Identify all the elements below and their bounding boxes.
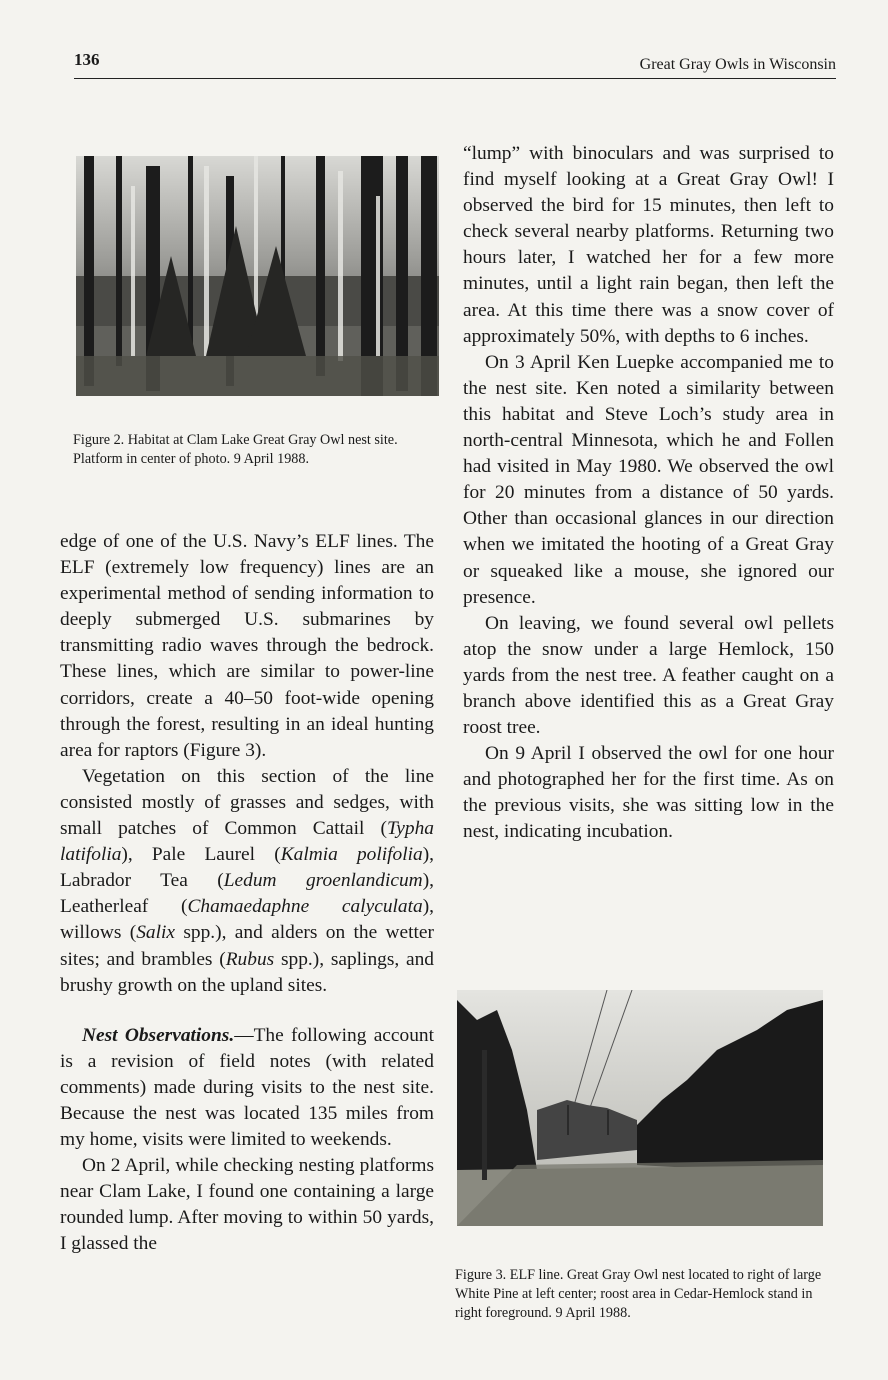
left-paragraph-3: Nest Observations.—The following account is a revision of field notes (with related comments) made during visits to the nest site. Because the nest was located 135 miles from my home, visits were limited to weekends.	[60, 1024, 434, 1151]
left-paragraph-4: On 2 April, while checking nesting platforms near Clam Lake, I found one containing a large rounded lump. After moving to within 50 yards, I glassed the	[60, 1155, 434, 1255]
left-paragraph-1: edge of one of the U.S. Navy’s ELF lines. The ELF (extremely low frequency) lines are an experimental method of sending information to deeply submerged U.S. submarines by transmitting radio waves through the bedrock. These lines, which are similar to power-line corridors, create a 40–50 foot-wide opening through the forest, resulting in an ideal hunting area for raptors (Figure 3).	[60, 531, 434, 761]
species-salix: Salix	[136, 922, 175, 944]
left-paragraph-2: Vegetation on this section of the line consisted mostly of grasses and sedges, with small patches of Common Cattail (Typha latifolia), Pale Laurel (Kalmia polifolia), Labrador Tea (Ledum groenlandicum), Leatherleaf (Chamaedaphne calyculata), willows (Salix spp.), and alders on the wetter sites; and brambles (Rubus spp.), saplings, and brushy growth on the upland sites.	[60, 765, 434, 996]
figure-3-photo	[457, 990, 823, 1226]
right-paragraph-1: “lump” with binoculars and was surprised to find myself looking at a Great Gray Owl! I observed the bird for 15 minutes, then left to check several nearby platforms. Returning two hours later, I watched her for a few more minutes, until a light rain began, then left the area. At this time there was a snow cover of approximately 50%, with depths to 6 inches.	[463, 143, 834, 347]
right-column	[463, 141, 834, 846]
right-paragraph-4: On 9 April I observed the owl for one hour and photographed her for the first time. As on the previous visits, she was sitting low in the nest, indicating incubation.	[463, 743, 834, 843]
left-column	[60, 529, 434, 1258]
species-ledum: Ledum groenlandicum	[223, 870, 423, 892]
page-header	[74, 50, 836, 79]
page-number: 136	[74, 50, 100, 69]
right-paragraph-3: On leaving, we found several owl pellets atop the snow under a large Hemlock, 150 yards from the nest tree. A feather caught on a branch above identified this as a Great Gray roost tree.	[463, 612, 834, 739]
section-heading: Nest Observations.	[82, 1024, 235, 1046]
figure-2-caption: Figure 2. Habitat at Clam Lake Great Gray Owl nest site. Platform in center of photo. 9 April 1988.	[73, 432, 398, 467]
right-paragraph-2: On 3 April Ken Luepke accompanied me to the nest site. Ken noted a similarity between this habitat and Steve Loch’s study area in north-central Minnesota, which he and Follen had visited in May 1980. We observed the owl for 20 minutes from a distance of 50 yards. Other than occasional glances in our direction when we imitated the hooting of a Great Gray or squeaked like a mouse, she ignored our presence.	[463, 351, 834, 608]
figure-2-photo	[76, 156, 439, 396]
figure-3-caption: Figure 3. ELF line. Great Gray Owl nest located to right of large White Pine at left center; roost area in Cedar-Hemlock stand in right foreground. 9 April 1988.	[455, 1267, 822, 1321]
running-title: Great Gray Owls in Wisconsin	[639, 56, 836, 73]
species-typha: Typha latifolia	[60, 818, 434, 866]
elf-line-photo-illustration	[457, 990, 823, 1226]
forest-photo-illustration	[76, 156, 439, 396]
species-chamaedaphne: Chamaedaphne calyculata	[187, 896, 423, 918]
species-kalmia: Kalmia polifolia	[280, 844, 423, 866]
species-rubus: Rubus	[225, 948, 275, 970]
